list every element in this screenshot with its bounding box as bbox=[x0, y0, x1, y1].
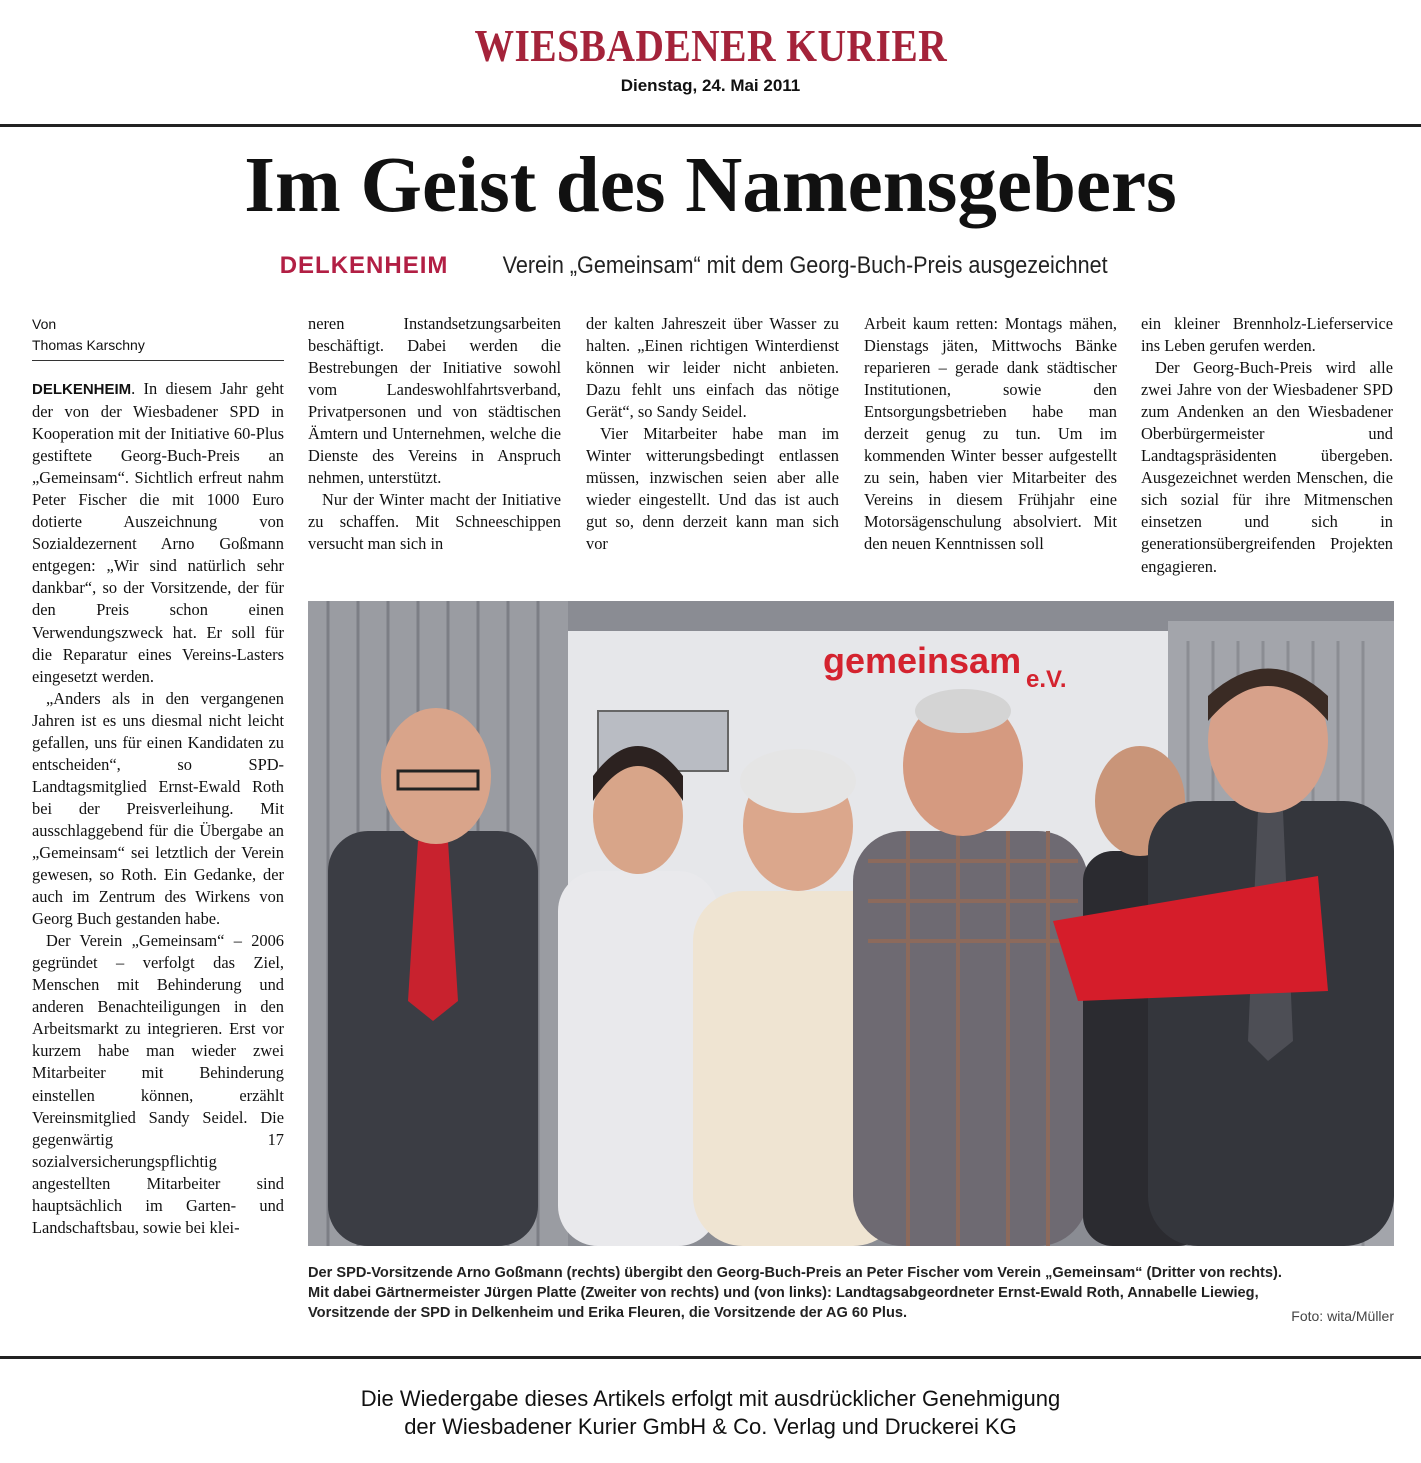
column-3-paragraph-1: der kalten Jahreszeit über Wasser zu halten. „Einen richtigen Winterdienst können wir leider nicht anbieten. Dazu fehlt uns einfach das nötige Gerät“, so Sandy Seidel. bbox=[586, 314, 839, 422]
photo-caption bbox=[308, 1263, 1394, 1323]
article-headline: Im Geist des Namensgebers bbox=[244, 142, 1177, 229]
subhead-location: DELKENHEIM bbox=[279, 252, 449, 279]
column-4-paragraph-1: Arbeit kaum retten: Montags mähen, Dienstags jäten, Mittwochs Bänke reparieren – gerade dank städtischer Institutionen, sowie den Entsorgungsbetrieben habe man derzeit genug zu tun. Um im kommenden Winter besser aufgestellt zu sein, haben vier Mitarbeiter des Vereins in diesem Frühjahr eine Motorsägenschulung absolviert. Mit den neuen Kenntnissen soll bbox=[864, 314, 1117, 554]
column-2-paragraph-1: neren Instandsetzungsarbeiten beschäftigt. Dabei werden die Bestrebungen der Initiative sowohl vom Landeswohlfahrtsverband, Privatpersonen und von städtischen Ämtern und Unternehmen, welche die Dienste des Vereins in Anspruch nehmen, unterstützt. bbox=[308, 314, 561, 488]
column-1-paragraph-1 bbox=[32, 378, 284, 688]
reprint-notice bbox=[0, 1385, 1421, 1441]
sign-suffix: e.V. bbox=[1026, 666, 1067, 693]
byline bbox=[32, 314, 284, 356]
photo-credit: Foto: wita/Müller bbox=[1291, 1308, 1394, 1324]
byline-author: Thomas Karschny bbox=[32, 337, 145, 353]
newspaper-name: WIESBADENER KURIER bbox=[474, 20, 947, 71]
column-5-paragraph-1: ein kleiner Brennholz-Lieferservice ins Leben gerufen werden. bbox=[1141, 314, 1393, 356]
column-1-paragraph-3: Der Verein „Gemeinsam“ – 2006 gegründet – verfolgt das Ziel, Menschen mit Behinderung und anderen Benachteiligungen in den Arbeitsmarkt zu integrieren. Erst vor kurzem habe man wieder zwei Mitarbeiter mit Behinderung einstellen können, erzählt Vereinsmitglied Sandy Seidel. Die gegenwärtig 17 sozialversicherungspflichtig angestellten Mitarbeiter sind hauptsächlich im Garten- und Landschaftsbau, sowie bei klei- bbox=[32, 931, 284, 1237]
publication-date: Dienstag, 24. Mai 2011 bbox=[620, 76, 801, 95]
article-column-4 bbox=[864, 313, 1117, 556]
top-divider bbox=[0, 124, 1421, 127]
caption-line-2: Mit dabei Gärtnermeister Jürgen Platte (Zweiter von rechts) und (von links): Landtagsabgeordneter Ernst-Ewald Roth, Annabelle Liewieg, bbox=[308, 1285, 1259, 1301]
article-column-3 bbox=[586, 313, 839, 556]
column-1-paragraph-2: „Anders als in den vergangenen Jahren ist es uns diesmal nicht leicht gefallen, uns für einen Kandidaten zu entscheiden“, so SPD-Landtagsmitglied Ernst-Ewald Roth bei der Preisverleihung. Mit ausschlaggebend für die Übergabe an „Gemeinsam“ sei letztlich der Verein gewesen, so Roth. Ein Gedanke, der auch im Zentrum des Wirkens von Georg Buch gestanden habe. bbox=[32, 688, 284, 929]
column-2-paragraph-2: Nur der Winter macht der Initiative zu schaffen. Mit Schneeschippen versucht man sich in bbox=[308, 490, 561, 554]
notice-line-2: der Wiesbadener Kurier GmbH & Co. Verlag und Druckerei KG bbox=[404, 1414, 1017, 1439]
bottom-divider bbox=[0, 1356, 1421, 1359]
caption-line-1: Der SPD-Vorsitzende Arno Goßmann (rechts) übergibt den Georg-Buch-Preis an Peter Fischer vom Verein „Gemeinsam“ (Dritter von rechts). bbox=[308, 1265, 1282, 1281]
byline-prefix: Von bbox=[32, 316, 57, 332]
photo-illustration bbox=[308, 601, 1394, 1246]
caption-line-3: Vorsitzende der SPD in Delkenheim und Erika Fleuren, die Vorsitzende der AG 60 Plus. bbox=[308, 1305, 908, 1321]
byline-divider bbox=[32, 360, 284, 361]
article-column-1 bbox=[32, 378, 284, 1239]
column-1-paragraph-1-text: . In diesem Jahr geht der von der Wiesbadener SPD in Kooperation mit der Initiative 60-Plus gestiftete Georg-Buch-Preis an „Gemeinsam“. Sichtlich erfreut nahm Peter Fischer die mit 1000 Euro dotierte Auszeichnung von Sozialdezernent Arno Goßmann entgegen: „Wir sind natürlich sehr dankbar“, so der Vorsitzende, der für den Preis schon einen Verwendungszweck hat. Er soll für die Reparatur eines Vereins-Lasters eingesetzt werden. bbox=[32, 379, 284, 686]
article-photo bbox=[308, 601, 1394, 1246]
sign-text: gemeinsam bbox=[823, 640, 1022, 681]
article-column-2 bbox=[308, 313, 561, 556]
subhead-deck: Verein „Gemeinsam“ mit dem Georg-Buch-Preis ausgezeichnet bbox=[502, 252, 1108, 279]
notice-line-1: Die Wiedergabe dieses Artikels erfolgt mit ausdrücklicher Genehmigung bbox=[360, 1386, 1061, 1411]
column-5-paragraph-2: Der Georg-Buch-Preis wird alle zwei Jahre von der Wiesbadener SPD zum Andenken an den Wiesbadener Oberbürgermeister und Landtagspräsidenten übergeben. Ausgezeichnet werden Menschen, die sich sozial für ihre Mitmenschen einsetzen und sich in generationsübergreifenden Projekten engagieren. bbox=[1141, 358, 1393, 576]
article-column-5 bbox=[1141, 313, 1393, 578]
article-subhead bbox=[0, 250, 1421, 282]
column-3-paragraph-2: Vier Mitarbeiter habe man im Winter witterungsbedingt entlassen müssen, inzwischen seien aber alle wieder eingestellt. Und das ist auch gut so, denn derzeit kann man sich vor bbox=[586, 424, 839, 554]
dateline-location: DELKENHEIM bbox=[32, 381, 132, 398]
masthead bbox=[0, 20, 1421, 96]
